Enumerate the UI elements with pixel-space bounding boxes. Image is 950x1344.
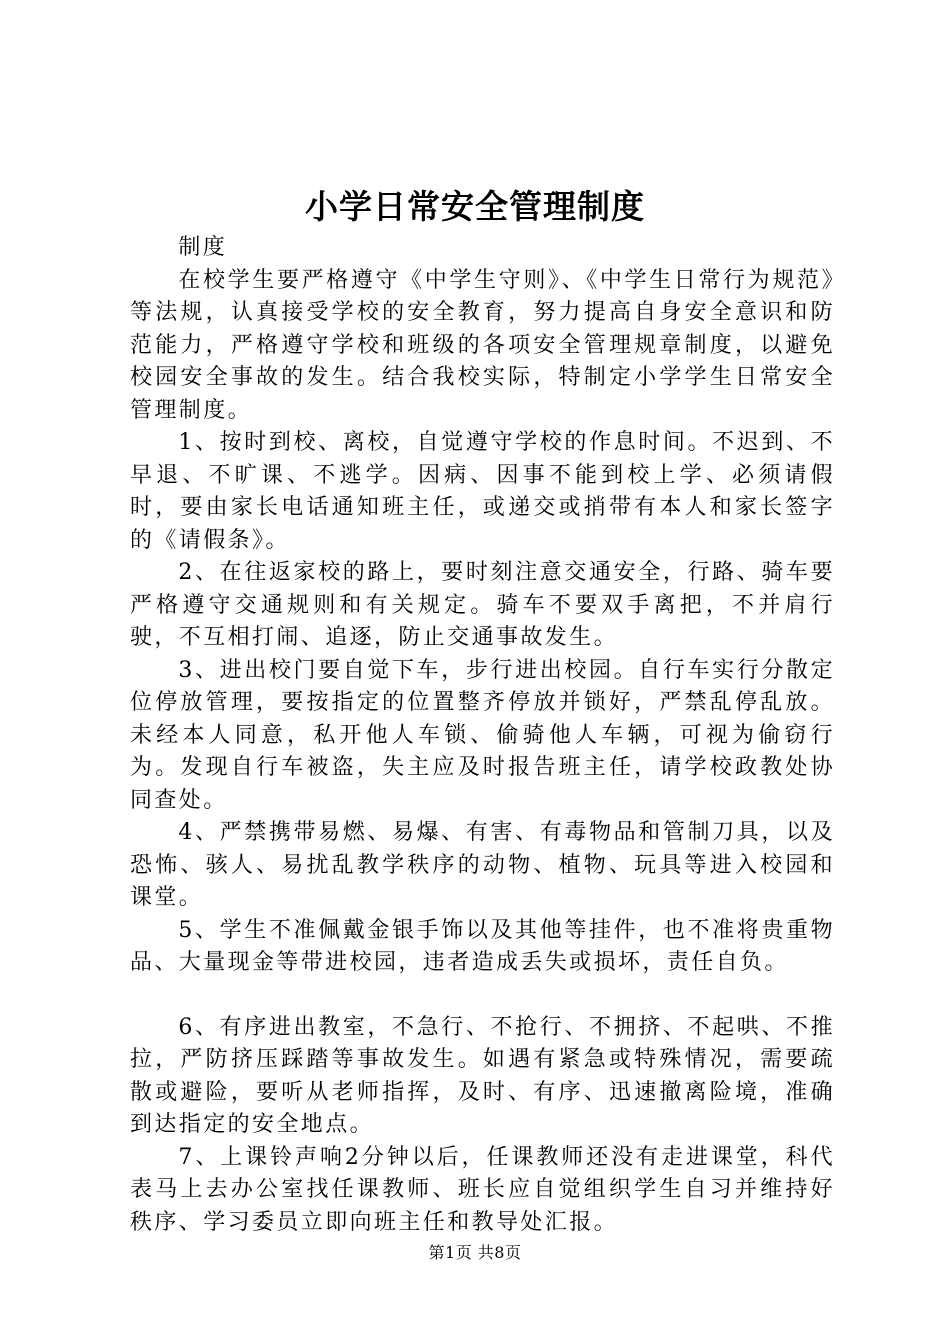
paragraph-rule-7: 7、上课铃声响2分钟以后，任课教师还没有走进课堂，科代表马上去办公室找任课教师、班长应自觉组织学生自习并维持好秩序、学习委员立即向班主任和教导处汇报。	[130, 1144, 835, 1235]
document-title: 小学日常安全管理制度	[305, 187, 645, 226]
paragraph-rule-6: 6、有序进出教室，不急行、不抢行、不拥挤、不起哄、不推拉，严防挤压踩踏等事故发生。如遇有紧急或特殊情况，需要疏散或避险，要听从老师指挥，及时、有序、迅速撤离险境，准确到达指定的安全地点。	[130, 1014, 835, 1137]
paragraph-rule-4: 4、严禁携带易燃、易爆、有害、有毒物品和管制刀具，以及恐怖、骇人、易扰乱教学秩序的动物、植物、玩具等进入校园和课堂。	[130, 820, 835, 910]
paragraph-rule-2: 2、在往返家校的路上，要时刻注意交通安全，行路、骑车要严格遵守交通规则和有关规定。骑车不要双手离把，不并肩行驶，不互相打闹、追逐，防止交通事故发生。	[130, 560, 835, 650]
page-number-footer: 第1页 共8页	[428, 1243, 522, 1262]
document-body	[130, 232, 835, 1239]
paragraph-intro: 在校学生要严格遵守《中学生守则》、《中学生日常行为规范》等法规，认真接受学校的安全教育，努力提高自身安全意识和防范能力，严格遵守学校和班级的各项安全管理规章制度，以避免校园安全事故的发生。结合我校实际，特制定小学学生日常安全管理制度。	[130, 267, 835, 423]
paragraph-rule-1: 1、按时到校、离校，自觉遵守学校的作息时间。不迟到、不早退、不旷课、不逃学。因病、因事不能到校上学、必须请假时，要由家长电话通知班主任，或递交或捎带有本人和家长签字的《请假条》。	[130, 430, 835, 553]
paragraph-rule-5: 5、学生不准佩戴金银手饰以及其他等挂件，也不准将贵重物品、大量现金等带进校园，违者造成丢失或损坏，责任自负。	[130, 917, 835, 975]
paragraph-heading: 制度	[178, 235, 228, 260]
paragraph-rule-3: 3、进出校门要自觉下车，步行进出校园。自行车实行分散定位停放管理，要按指定的位置整齐停放并锁好，严禁乱停乱放。未经本人同意，私开他人车锁、偷骑他人车辆，可视为偷窃行为。发现自行车被盗，失主应及时报告班主任，请学校政教处协同查处。	[130, 657, 835, 813]
